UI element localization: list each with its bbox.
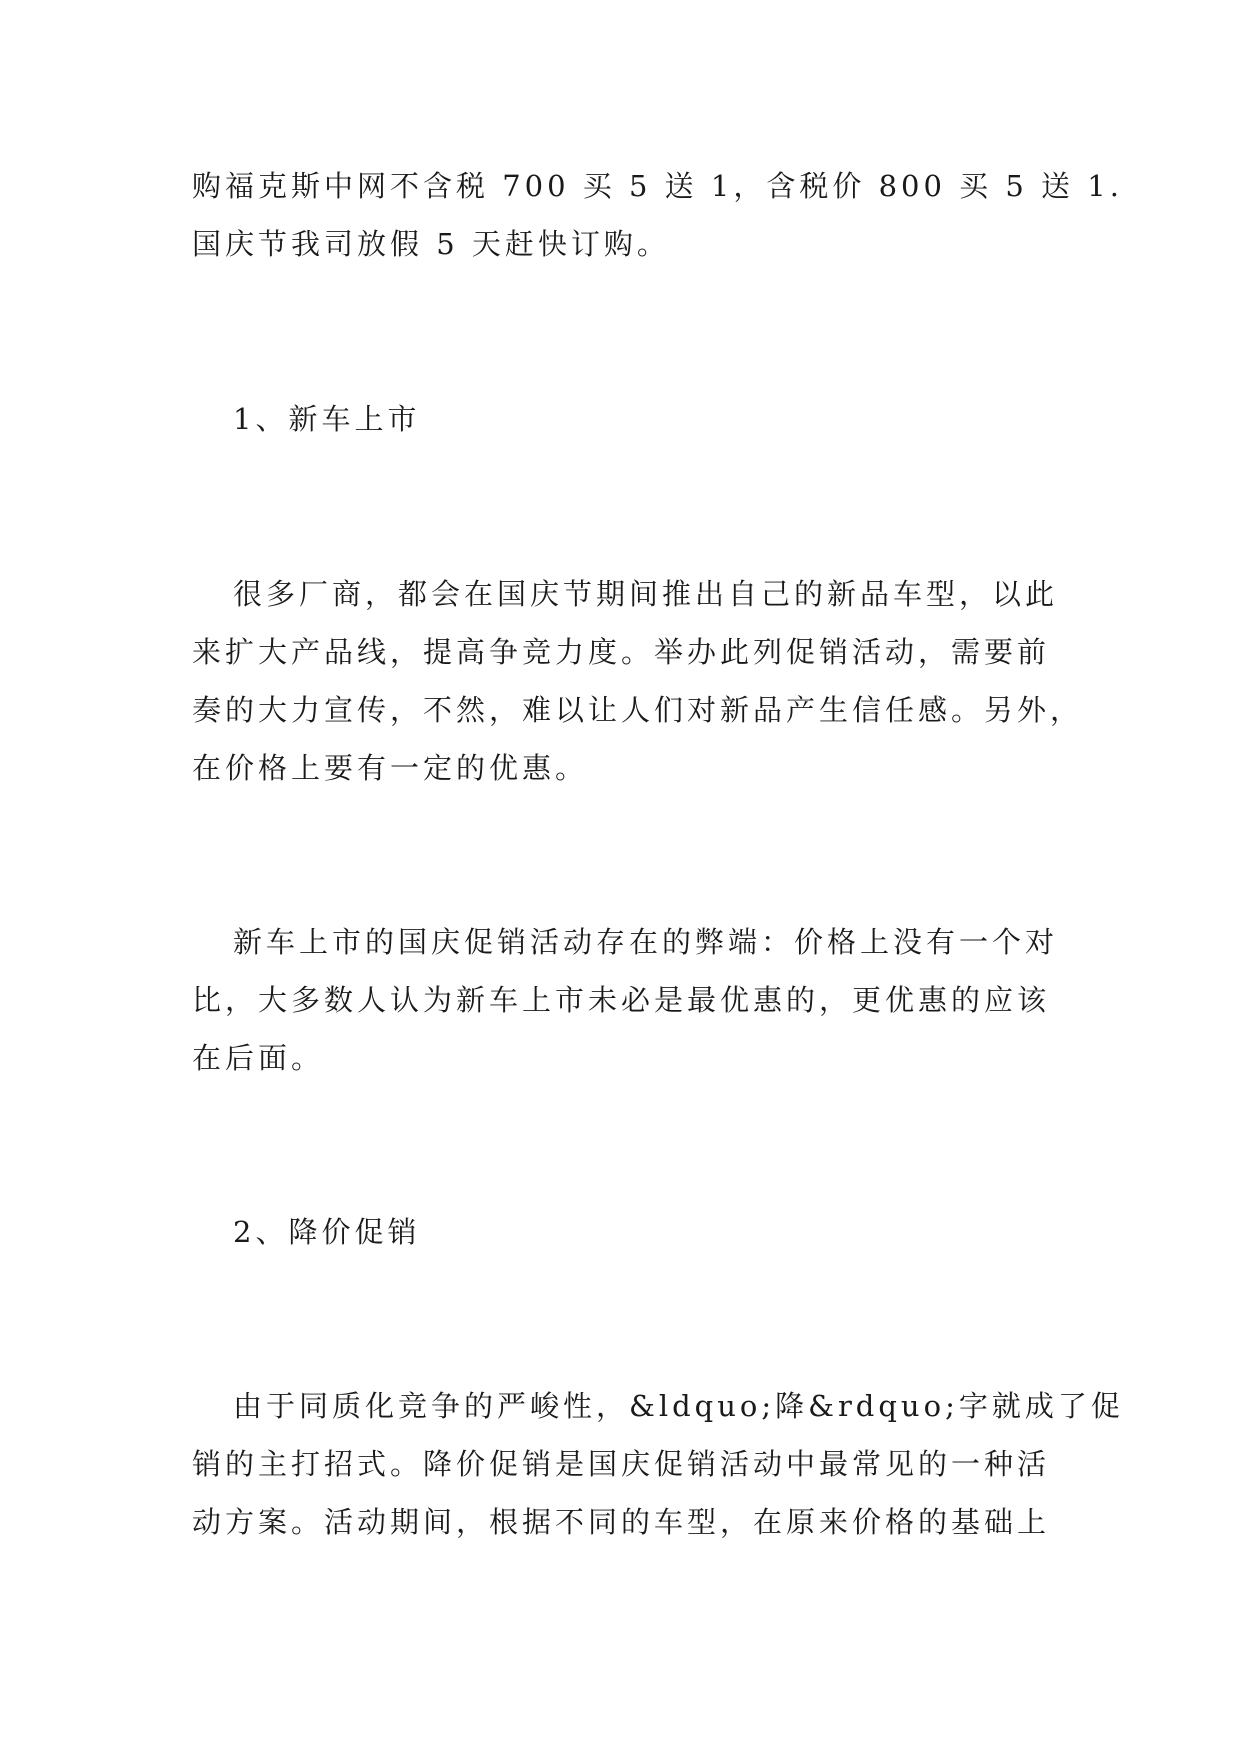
paragraph [192,1377,1124,1551]
heading-text: 2、降价促销 [233,1215,421,1249]
text-line: 比，大多数人认为新车上市未必是最优惠的，更优惠的应该 [192,983,1051,1017]
text-line: 由于同质化竞争的严峻性，&ldquo;降&rdquo;字就成了促 [233,1389,1124,1423]
text-line: 奏的大力宣传，不然，难以让人们对新品产生信任感。另外， [192,693,1084,727]
text-line: 新车上市的国庆促销活动存在的弊端：价格上没有一个对 [233,925,1059,959]
paragraph [192,565,1084,797]
paragraph [192,913,1059,1087]
text-line: 来扩大产品线，提高争竞力度。举办此列促销活动，需要前 [192,635,1051,669]
text-line: 很多厂商，都会在国庆节期间推出自己的新品车型，以此 [233,577,1059,611]
text-line: 动方案。活动期间，根据不同的车型，在原来价格的基础上 [192,1505,1051,1539]
section-heading [192,390,1093,448]
intro-paragraph [192,157,1123,273]
text-line: 在价格上要有一定的优惠。 [192,751,589,785]
text-line: 国庆节我司放假 5 天赶快订购。 [192,227,670,261]
text-line: 购福克斯中网不含税 700 买 5 送 1，含税价 800 买 5 送 1. [192,169,1123,203]
heading-text: 1、新车上市 [233,402,421,436]
text-line: 销的主打招式。降价促销是国庆促销活动中最常见的一种活 [192,1447,1051,1481]
text-line: 在后面。 [192,1041,325,1075]
section-heading [192,1203,1093,1261]
